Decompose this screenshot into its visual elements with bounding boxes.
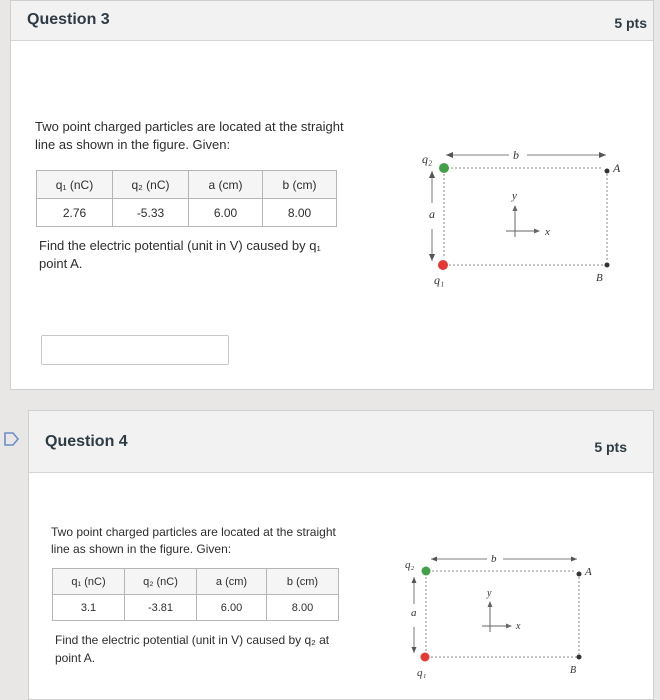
question-4-prompt xyxy=(55,631,375,667)
point-A xyxy=(577,572,582,577)
question-3-intro xyxy=(35,118,375,154)
question-4-card xyxy=(28,410,654,700)
value-q1: 3.1 xyxy=(53,595,125,621)
B-label: B xyxy=(570,665,577,676)
q1-charge xyxy=(421,653,430,662)
y-axis-arrow xyxy=(488,601,493,607)
y-axis-label: y xyxy=(487,588,492,599)
b-label: b xyxy=(513,148,519,162)
header-b: b (cm) xyxy=(263,171,337,199)
a-arrow-top xyxy=(429,171,435,178)
a-arrow-bottom xyxy=(429,254,435,261)
header-q2: q₂ (nC) xyxy=(125,569,197,595)
question-4-intro-line-2: line as shown in the figure. Given: xyxy=(51,542,232,556)
A-label: A xyxy=(613,161,621,175)
x-axis-arrow xyxy=(534,229,540,234)
question-3-title: Question 3 xyxy=(27,11,110,28)
value-q1: 2.76 xyxy=(37,199,113,227)
table-value-row xyxy=(37,199,337,227)
question-3-answer-input[interactable] xyxy=(41,335,229,365)
question-4-given-table xyxy=(52,568,339,621)
question-3-card xyxy=(10,0,654,390)
question-4-figure xyxy=(399,549,624,689)
b-arrow-left xyxy=(446,152,453,158)
a-arrow-bottom xyxy=(412,647,417,653)
value-a: 6.00 xyxy=(189,199,263,227)
question-3-points: 5 pts xyxy=(614,15,647,31)
question-3-given-table xyxy=(36,170,337,227)
a-arrow-top xyxy=(412,577,417,583)
question-3-intro-line-1: Two point charged particles are located at the straight xyxy=(35,119,344,134)
b-arrow-right xyxy=(599,152,606,158)
question-4-prompt-line-2: point A. xyxy=(55,651,96,665)
question-4-intro-line-1: Two point charged particles are located at the straight xyxy=(51,525,336,539)
q1-label: q₁ xyxy=(434,273,445,287)
point-B xyxy=(605,263,610,268)
a-label: a xyxy=(429,207,435,221)
value-q2: -3.81 xyxy=(125,595,197,621)
value-q2: -5.33 xyxy=(113,199,189,227)
table-value-row xyxy=(53,595,339,621)
header-q2: q₂ (nC) xyxy=(113,171,189,199)
q1-label: q₁ xyxy=(417,667,427,679)
x-axis-label: x xyxy=(516,621,521,632)
y-axis-arrow xyxy=(513,205,518,211)
q2-charge xyxy=(439,163,449,173)
value-a: 6.00 xyxy=(197,595,267,621)
A-label: A xyxy=(585,566,592,578)
header-a: a (cm) xyxy=(189,171,263,199)
x-axis-label: x xyxy=(545,226,550,238)
table-header-row xyxy=(37,171,337,199)
flag-question-icon[interactable] xyxy=(4,432,20,446)
header-q1: q₁ (nC) xyxy=(37,171,113,199)
question-3-prompt xyxy=(39,237,359,273)
question-3-intro-line-2: line as shown in the figure. Given: xyxy=(35,137,231,152)
question-4-prompt-line-1: Find the electric potential (unit in V) caused by q₂ at xyxy=(55,633,330,647)
question-4-intro xyxy=(51,524,391,558)
B-label: B xyxy=(596,272,603,284)
point-B xyxy=(577,655,582,660)
question-4-header xyxy=(29,411,653,473)
y-axis-label: y xyxy=(512,190,517,202)
q2-label: q₂ xyxy=(422,152,433,166)
q2-label: q₂ xyxy=(405,559,415,571)
point-A xyxy=(605,169,610,174)
header-a: a (cm) xyxy=(197,569,267,595)
question-4-points: 5 pts xyxy=(594,439,627,455)
question-3-prompt-line-2: point A. xyxy=(39,256,83,271)
a-label: a xyxy=(411,607,417,619)
value-b: 8.00 xyxy=(263,199,337,227)
b-label: b xyxy=(491,553,497,565)
q1-charge xyxy=(438,260,448,270)
b-arrow-right xyxy=(571,557,577,562)
question-3-figure xyxy=(406,141,631,291)
header-b: b (cm) xyxy=(267,569,339,595)
q2-charge xyxy=(422,567,431,576)
question-3-prompt-line-1: Find the electric potential (unit in V) caused by q₁ xyxy=(39,238,321,253)
x-axis-arrow xyxy=(506,624,512,629)
question-3-header xyxy=(11,1,653,41)
table-header-row xyxy=(53,569,339,595)
question-4-title: Question 4 xyxy=(45,433,128,450)
value-b: 8.00 xyxy=(267,595,339,621)
header-q1: q₁ (nC) xyxy=(53,569,125,595)
b-arrow-left xyxy=(431,557,437,562)
